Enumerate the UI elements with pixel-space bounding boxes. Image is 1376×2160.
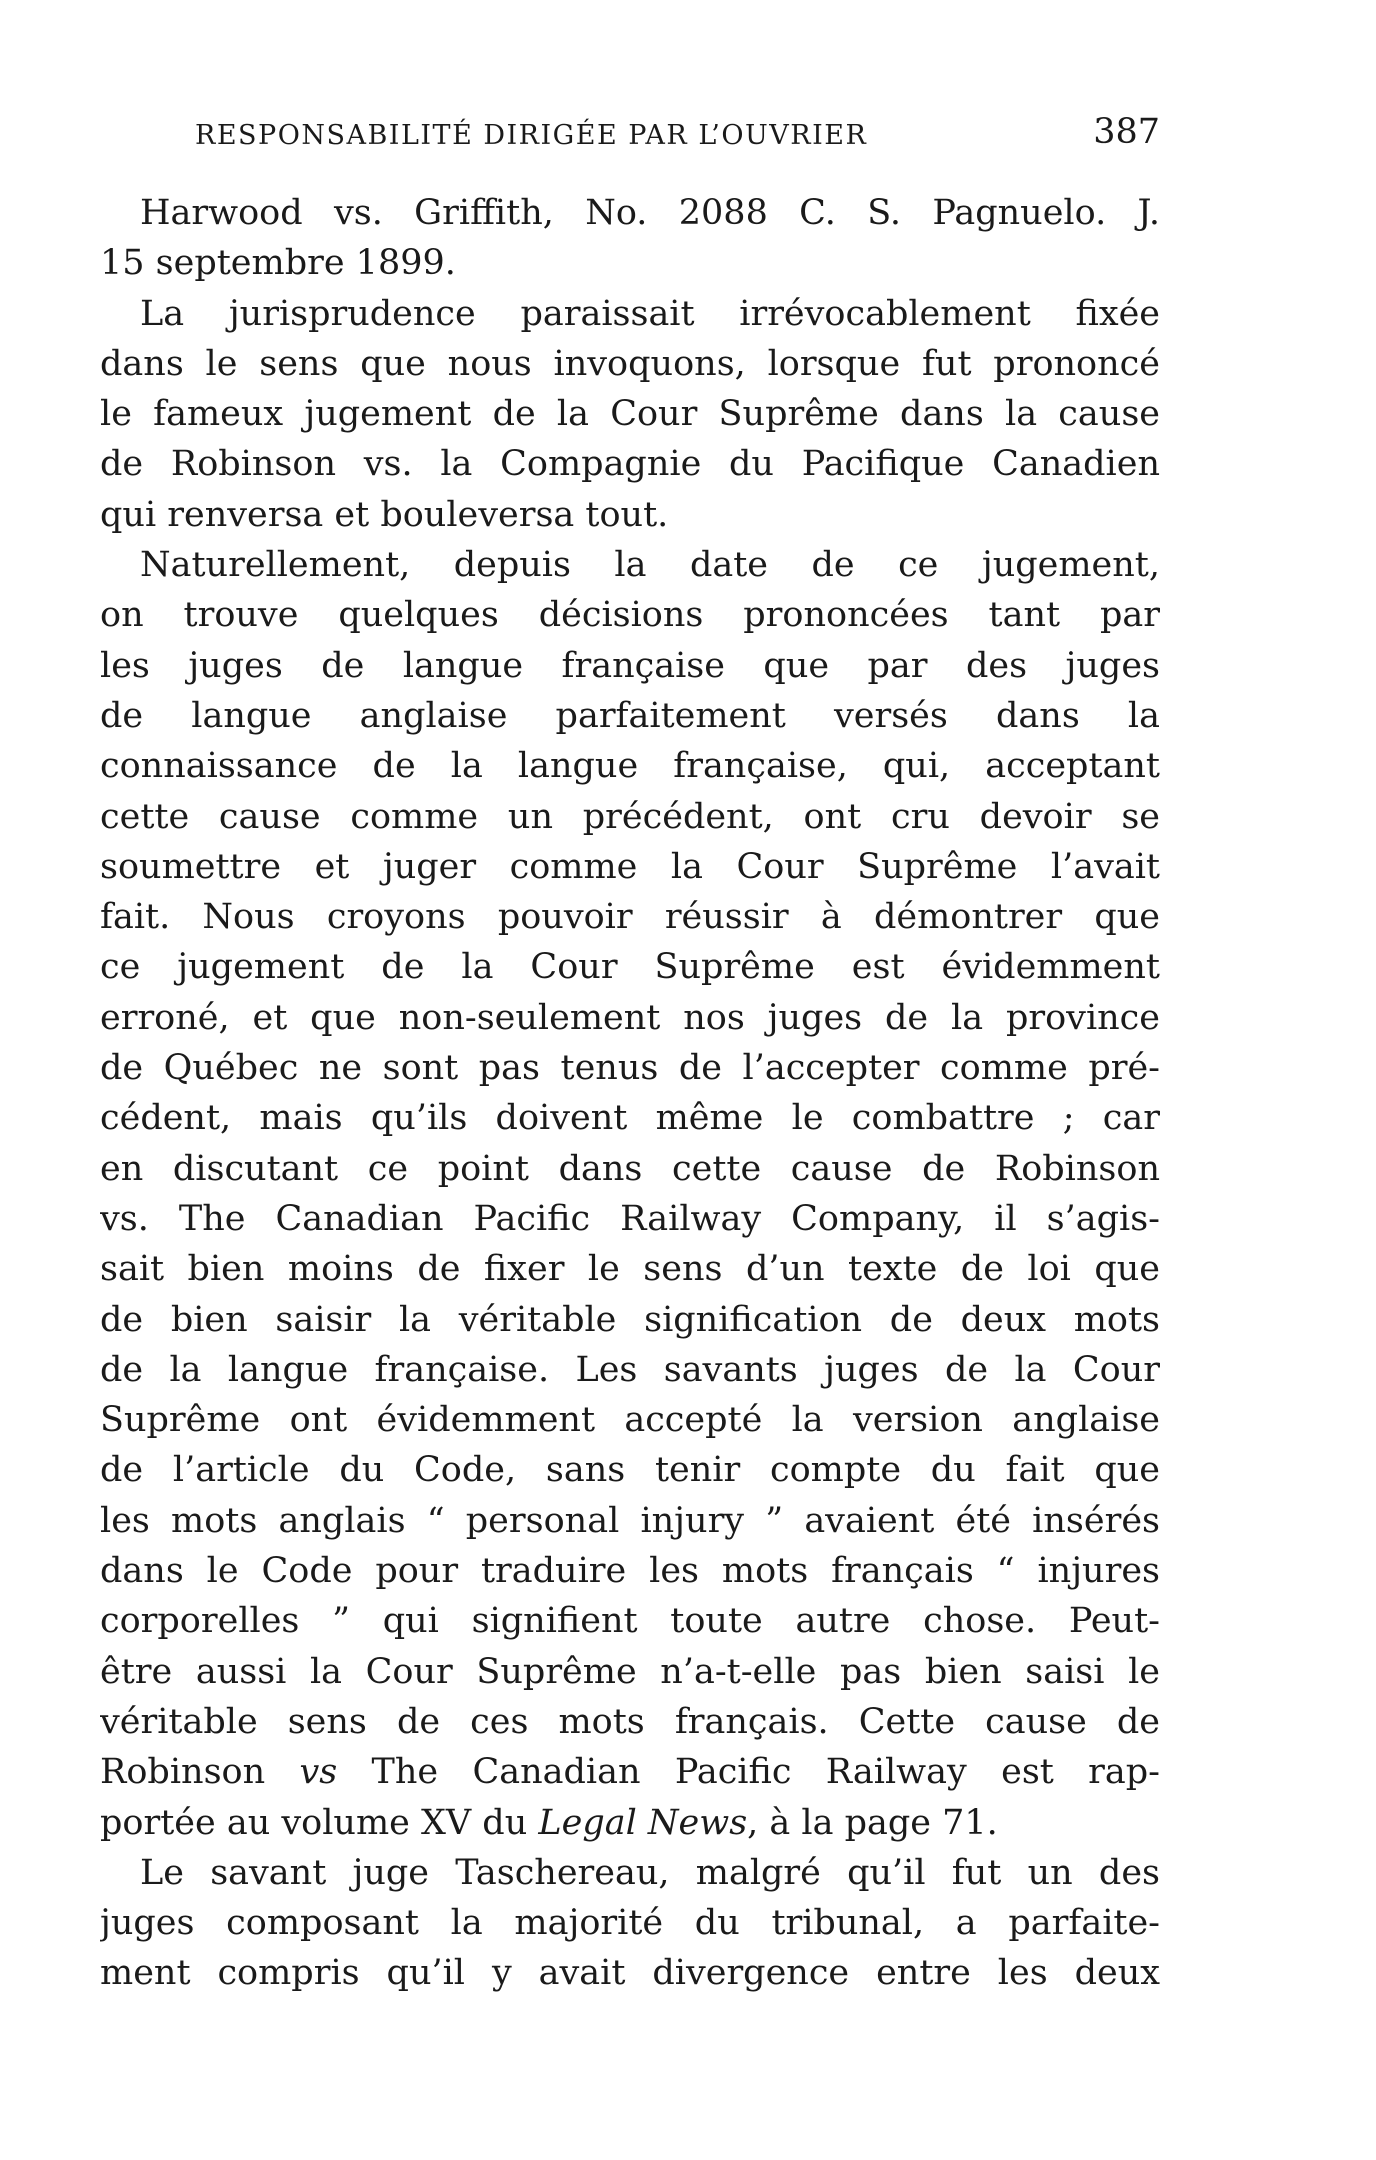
text-line: fait. Nous croyons pouvoir réussir à démontrer que — [100, 897, 1160, 938]
text-line: de l’article du Code, sans tenir compte du fait que — [100, 1450, 1160, 1491]
text-line: Harwood vs. Griffith, No. 2088 C. S. Pagnuelo. J. — [140, 193, 1160, 233]
page-number: 387 — [1093, 112, 1160, 152]
text-line: Le savant juge Taschereau, malgré qu’il fut un des — [140, 1852, 1160, 1893]
running-title: RESPONSABILITÉ DIRIGÉE PAR L’OUVRIER — [195, 120, 868, 151]
text-line: on trouve quelques décisions prononcées tant par — [100, 595, 1160, 636]
text-line: ment compris qu’il y avait divergence entre les deux — [100, 1953, 1160, 1994]
text-line: les juges de langue française que par des juges — [100, 645, 1160, 686]
text-line: cédent, mais qu’ils doivent même le combattre ; car — [100, 1098, 1160, 1139]
text-line: dans le sens que nous invoquons, lorsque fut prononcé — [100, 343, 1160, 384]
text-line: 15 septembre 1899. — [100, 243, 456, 284]
italic-text: Legal News — [538, 1802, 748, 1843]
text-segment: The Canadian Pacific Railway est rap- — [337, 1752, 1160, 1793]
text-line: vs. The Canadian Pacific Railway Company, il s’agis- — [100, 1198, 1160, 1239]
text-line: de bien saisir la véritable signification de deux mots — [100, 1299, 1160, 1340]
body-text — [100, 188, 1160, 1999]
text-line: en discutant ce point dans cette cause de Robinson — [100, 1148, 1160, 1189]
text-line: erroné, et que non-seulement nos juges de la province — [100, 997, 1160, 1038]
text-segment: portée au volume XV du — [100, 1802, 539, 1843]
text-line: de Robinson vs. la Compagnie du Pacifique Canadien — [100, 444, 1160, 485]
text-line: dans le Code pour traduire les mots français “ injures — [100, 1551, 1160, 1592]
text-line: juges composant la majorité du tribunal, a parfaite- — [100, 1903, 1160, 1944]
text-line: véritable sens de ces mots français. Cette cause de — [100, 1701, 1160, 1742]
text-line: corporelles ” qui signifient toute autre chose. Peut- — [100, 1601, 1160, 1642]
text-segment: , à la page 71. — [747, 1802, 998, 1843]
italic-text: vs — [299, 1752, 338, 1793]
text-line — [100, 1798, 1160, 1848]
text-line: de langue anglaise parfaitement versés dans la — [100, 695, 1160, 736]
text-line: ce jugement de la Cour Suprême est évidemment — [100, 947, 1160, 988]
text-line — [100, 1747, 1160, 1797]
text-line: soumettre et juger comme la Cour Suprême l’avait — [100, 846, 1160, 887]
text-line: le fameux jugement de la Cour Suprême dans la cause — [100, 394, 1160, 435]
text-line: de la langue française. Les savants juges de la Cour — [100, 1349, 1160, 1390]
text-line: cette cause comme un précédent, ont cru devoir se — [100, 796, 1160, 837]
text-line: qui renversa et bouleversa tout. — [100, 494, 669, 535]
text-line: La jurisprudence paraissait irrévocablement fixée — [140, 293, 1160, 334]
text-line: sait bien moins de fixer le sens d’un texte de loi que — [100, 1249, 1160, 1290]
text-line: de Québec ne sont pas tenus de l’accepter comme pré- — [100, 1048, 1160, 1089]
text-line: Naturellement, depuis la date de ce jugement, — [140, 545, 1160, 586]
page-header — [100, 112, 1160, 162]
text-line: connaissance de la langue française, qui, acceptant — [100, 746, 1160, 787]
text-line: être aussi la Cour Suprême n’a-t-elle pas bien saisi le — [100, 1651, 1160, 1692]
text-segment: Robinson — [100, 1752, 300, 1793]
text-line: Suprême ont évidemment accepté la version anglaise — [100, 1400, 1160, 1441]
text-line: les mots anglais “ personal injury ” avaient été insérés — [100, 1500, 1160, 1541]
